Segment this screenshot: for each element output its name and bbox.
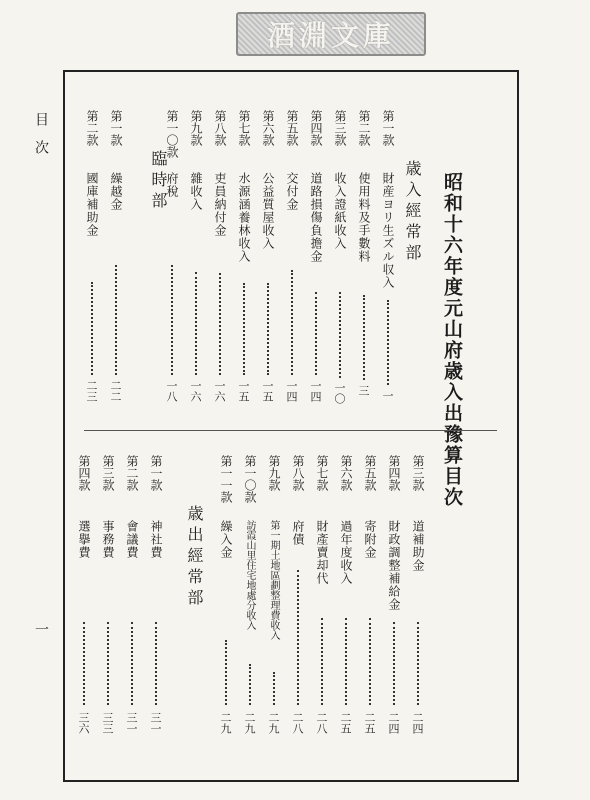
entry-name: 收入證紙收入 xyxy=(333,172,347,250)
entry-leader-dots xyxy=(91,282,93,375)
entry-kan-number: 第四款 xyxy=(387,455,401,491)
entry-kan-number: 第八款 xyxy=(291,455,305,491)
entry-page-number: 三六 xyxy=(77,712,90,734)
entry-name: 過年度收入 xyxy=(339,520,353,585)
entry-name: 財產賣却代 xyxy=(315,520,329,585)
entry-name: 府稅 xyxy=(165,172,179,198)
entry-kan-number: 第一〇款 xyxy=(165,110,179,158)
entry-kan-number: 第九款 xyxy=(267,455,281,491)
entry-leader-dots xyxy=(273,672,275,705)
entry-page-number: 一六 xyxy=(213,380,226,402)
entry-name: 道補助金 xyxy=(411,520,425,572)
entry-kan-number: 第七款 xyxy=(315,455,329,491)
entry-page-number: 二四 xyxy=(387,712,400,734)
entry-name: 事務費 xyxy=(101,520,115,559)
entry-name: 繰越金 xyxy=(109,172,123,211)
entry-kan-number: 第六款 xyxy=(339,455,353,491)
entry-leader-dots xyxy=(363,295,365,380)
entry-name: 交付金 xyxy=(285,172,299,211)
entry-kan-number: 第二款 xyxy=(357,110,371,146)
section-divider xyxy=(84,430,497,431)
entry-kan-number: 第一款 xyxy=(109,110,123,146)
entry-page-number: 三三 xyxy=(101,712,114,734)
entry-name: 神社費 xyxy=(149,520,163,559)
entry-page-number: 一五 xyxy=(261,380,274,402)
entry-leader-dots xyxy=(417,622,419,705)
entry-name: 府債 xyxy=(291,520,305,546)
entry-kan-number: 第一〇款 xyxy=(243,455,257,503)
entry-leader-dots xyxy=(291,270,293,375)
entry-leader-dots xyxy=(297,570,299,705)
entry-kan-number: 第六款 xyxy=(261,110,275,146)
entry-page-number: 一四 xyxy=(285,380,298,402)
entry-leader-dots xyxy=(107,622,109,705)
entry-name: 水源涵養林收入 xyxy=(237,172,251,263)
entry-leader-dots xyxy=(171,265,173,375)
entry-leader-dots xyxy=(249,664,251,705)
entry-kan-number: 第五款 xyxy=(285,110,299,146)
entry-page-number: 一四 xyxy=(309,380,322,402)
entry-leader-dots xyxy=(225,640,227,705)
entry-kan-number: 第五款 xyxy=(363,455,377,491)
entry-kan-number: 第一款 xyxy=(381,110,395,146)
entry-kan-number: 第二款 xyxy=(85,110,99,146)
entry-name: 第一期土地區劃整理費收入 xyxy=(268,520,279,640)
entry-kan-number: 第三款 xyxy=(333,110,347,146)
entry-kan-number: 第二款 xyxy=(125,455,139,491)
entry-leader-dots xyxy=(219,273,221,375)
entry-leader-dots xyxy=(115,265,117,375)
entry-page-number: 二五 xyxy=(339,712,352,734)
entry-page-number: 三一 xyxy=(125,712,138,734)
entry-page-number: 二四 xyxy=(411,712,424,734)
entry-page-number: 一五 xyxy=(237,380,250,402)
entry-kan-number: 第八款 xyxy=(213,110,227,146)
entry-kan-number: 第一一款 xyxy=(219,455,233,503)
entry-page-number: 二五 xyxy=(363,712,376,734)
entry-page-number: 二八 xyxy=(291,712,304,734)
entry-leader-dots xyxy=(369,618,371,705)
library-stamp xyxy=(236,12,426,56)
entry-page-number: 一〇 xyxy=(333,382,346,404)
entry-page-number: 二九 xyxy=(243,712,256,734)
entry-name: 會議費 xyxy=(125,520,139,559)
entry-leader-dots xyxy=(131,622,133,705)
entry-page-number: 一八 xyxy=(165,380,178,402)
entry-page-number: 一 xyxy=(381,390,394,401)
entry-leader-dots xyxy=(393,622,395,705)
entry-page-number: 二二 xyxy=(109,380,122,402)
section-ordinary-revenue: 歳入經常部 xyxy=(403,160,422,265)
entry-name: 公益質屋收入 xyxy=(261,172,275,250)
entry-kan-number: 第四款 xyxy=(309,110,323,146)
entry-name: 財産ヨリ生ズル収入 xyxy=(381,172,395,289)
entry-page-number: 三 xyxy=(357,385,370,396)
entry-leader-dots xyxy=(267,283,269,375)
entry-name: 國庫補助金 xyxy=(85,172,99,237)
entry-kan-number: 第四款 xyxy=(77,455,91,491)
entry-kan-number: 第三款 xyxy=(411,455,425,491)
entry-page-number: 二八 xyxy=(315,712,328,734)
entry-leader-dots xyxy=(345,618,347,705)
entry-leader-dots xyxy=(315,292,317,375)
entry-leader-dots xyxy=(83,622,85,705)
side-label: 目 次 xyxy=(33,112,49,154)
entry-page-number: 二九 xyxy=(267,712,280,734)
entry-name: 訪霞山里住宅地處分收入 xyxy=(244,520,255,630)
entry-kan-number: 第七款 xyxy=(237,110,251,146)
entry-name: 選擧費 xyxy=(77,520,91,559)
entry-leader-dots xyxy=(155,622,157,705)
entry-leader-dots xyxy=(387,300,389,385)
entry-name: 寄附金 xyxy=(363,520,377,559)
entry-page-number: 二三 xyxy=(85,380,98,402)
stamp-mark: 酒淵文庫 xyxy=(266,19,395,52)
entry-leader-dots xyxy=(243,283,245,375)
entry-leader-dots xyxy=(339,292,341,378)
entry-name: 繰入金 xyxy=(219,520,233,559)
section-temporary: 臨時部 xyxy=(149,150,168,213)
entry-leader-dots xyxy=(321,618,323,705)
entry-kan-number: 第九款 xyxy=(189,110,203,146)
entry-page-number: 一六 xyxy=(189,380,202,402)
entry-kan-number: 第三款 xyxy=(101,455,115,491)
entry-name: 道路損傷負擔金 xyxy=(309,172,323,263)
entry-name: 使用料及手數料 xyxy=(357,172,371,263)
side-page-number: 一 xyxy=(33,622,49,636)
entry-name: 吏員納付金 xyxy=(213,172,227,237)
entry-page-number: 三一 xyxy=(149,712,162,734)
section-ordinary-expense: 歳出經常部 xyxy=(185,505,204,610)
entry-leader-dots xyxy=(195,272,197,375)
entry-name: 財政調整補給金 xyxy=(387,520,401,611)
entry-name: 雜收入 xyxy=(189,172,203,211)
entry-kan-number: 第一款 xyxy=(149,455,163,491)
entry-page-number: 二九 xyxy=(219,712,232,734)
page-title: 昭和十六年度元山府歳入出豫算目次 xyxy=(441,172,463,508)
